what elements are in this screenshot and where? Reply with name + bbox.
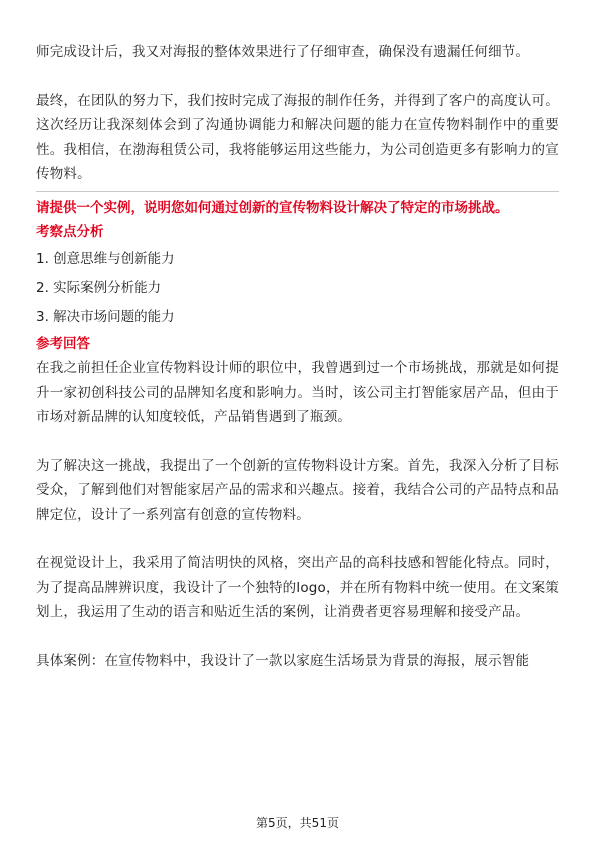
- interview-question: 请提供一个实例，说明您如何通过创新的宣传物料设计解决了特定的市场挑战。: [36, 199, 509, 216]
- analysis-point: 1. 创意思维与创新能力: [36, 250, 175, 267]
- answer-paragraph: 为了解决这一挑战，我提出了一个创新的宣传物料设计方案。首先，我深入分析了目标受众，了解到他们对智能家居产品的需求和兴趣点。接着，我结合公司的产品特点和品牌定位，设计了一系列富有创意的宣传物料。: [36, 457, 559, 523]
- analysis-point: 3. 解决市场问题的能力: [36, 308, 175, 325]
- answer-heading: 参考回答: [36, 335, 90, 352]
- analysis-point: 2. 实际案例分析能力: [36, 279, 162, 296]
- analysis-heading: 考察点分析: [36, 224, 104, 240]
- paragraph-gap: [36, 527, 559, 551]
- body-paragraph: 师完成设计后，我又对海报的整体效果进行了仔细审查，确保没有遗漏任何细节。: [36, 44, 530, 60]
- answer-paragraph: 在我之前担任企业宣传物料设计师的职位中，我曾遇到过一个市场挑战，那就是如何提升一家初创科技公司的品牌知名度和影响力。当时，该公司主打智能家居产品，但由于市场对新品牌的认知度较低，产品销售遇到了瓶颈。: [36, 360, 559, 425]
- section-divider: [36, 191, 559, 192]
- paragraph-gap: [36, 625, 559, 649]
- paragraph-gap: [36, 430, 559, 454]
- body-paragraph: 最终，在团队的努力下，我们按时完成了海报的制作任务，并得到了客户的高度认可。这次经历让我深刻体会到了沟通协调能力和解决问题的能力在宣传物料制作中的重要性。我相信，在渤海租赁公司，我将能够运用这些能力，为公司创造更多有影响力的宣传物料。: [36, 92, 559, 182]
- answer-paragraph: 具体案例：在宣传物料中，我设计了一款以家庭生活场景为背景的海报，展示智能: [36, 652, 530, 669]
- page-footer: 第5页，共51页: [256, 816, 339, 830]
- page-content: [36, 40, 559, 673]
- answer-paragraph: 在视觉设计上，我采用了简洁明快的风格，突出产品的高科技感和智能化特点。同时，为了提高品牌辨识度，我设计了一个独特的logo，并在所有物料中统一使用。在文案策划上，我运用了生动的语言和贴近生活的案例，让消费者更容易理解和接受产品。: [36, 555, 559, 620]
- analysis-points-list: [36, 245, 559, 332]
- paragraph-gap: [36, 65, 559, 89]
